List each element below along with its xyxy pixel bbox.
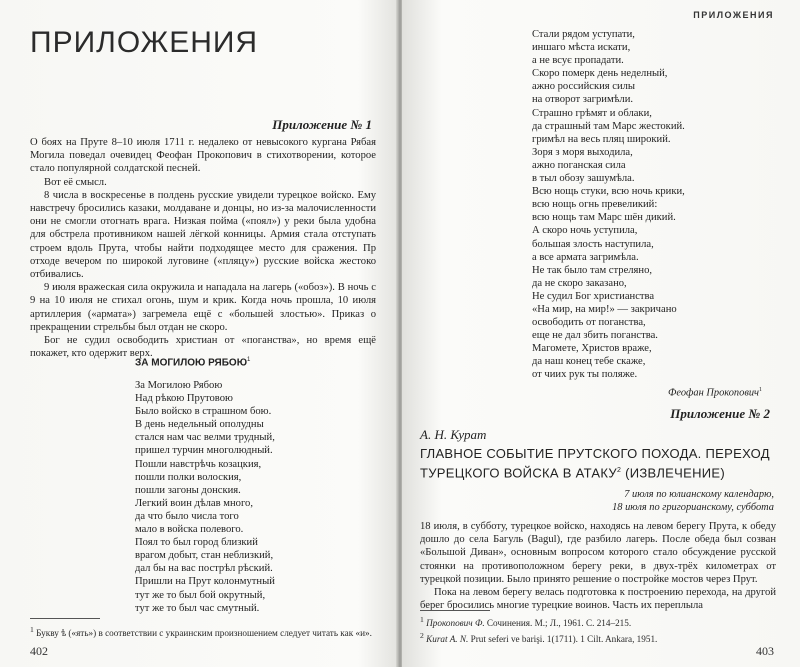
footnote-author: Прокопович Ф. [426, 618, 485, 629]
footnotes [420, 614, 776, 645]
running-head: ПРИЛОЖЕНИЯ [693, 10, 774, 20]
poem-line: гримѣл на весь пляц широкий. [532, 133, 671, 145]
poem-line: на отворот загримѣли. [532, 94, 634, 106]
article-title [420, 445, 790, 481]
poem-line: Всю нощь стуки, всю ночь крики, [532, 186, 685, 198]
paragraph: Пока на левом берегу велась подготовка к построению перехода, на другой берег бросились многие турецкие воинов. Часть их переплыла [420, 587, 776, 612]
poem-line: тут же то был бой окрутный, [135, 589, 266, 601]
paragraph: 9 июля вражеская сила окружила и нападала на лагерь («обоз»). В ночь с 9 на 10 июля не стихал огонь, шум и крик. Когда ночь прошла, 10 июля артиллерия («армата») загремела ещё с «большей злостью». Приказ о прекращении стрельбы был отдан не скоро. [30, 282, 376, 333]
poem-signature [668, 387, 762, 398]
poem-line: стался нам час велми трудный, [135, 432, 275, 444]
poem-line: Пришли на Прут колонмутный [135, 576, 275, 588]
poem-line: «На мир, на мир!» — закричано [532, 303, 677, 315]
footnote-rule [30, 618, 100, 619]
poem-line: а всe армата загримѣла. [532, 251, 639, 263]
poem-line: тут же то был час смутный. [135, 602, 260, 614]
poem-line: всю нощь огнь превеликий: [532, 199, 658, 211]
footnote-text: Сочинения. М.; Л., 1961. С. 214–215. [484, 618, 632, 629]
right-page [402, 0, 800, 667]
poem-line: Было войско в страшном бою. [135, 406, 272, 418]
appendix-1-label: Приложение № 1 [272, 117, 372, 132]
paragraph: Бог не судил освободить христиан от «поганства», но время ещё покажет, кто одержит верх. [30, 335, 376, 360]
poem-line: Легкий воин дѣлав много, [135, 497, 253, 509]
article-title-main: ТУРЕЦКОГО ВОЙСКА В АТАКУ [420, 465, 617, 481]
poem-line: Зоря з моря выходила, [532, 146, 633, 158]
section-title: ПРИЛОЖЕНИЯ [30, 26, 259, 59]
article-title-suffix: (ИЗВЛЕЧЕНИЕ) [621, 465, 726, 481]
poem-line: а не всує пропадати. [532, 55, 624, 67]
signature-text: Феофан Прокопович [668, 387, 759, 399]
footnote [420, 630, 776, 646]
poem-line: Магомете, Христов враже, [532, 343, 652, 355]
poem-line: Страшно грѣмят и облаки, [532, 107, 652, 119]
left-page [0, 0, 398, 667]
poem-line: врагом добыт, стан неблизкий, [135, 550, 274, 562]
page-number: 402 [30, 644, 48, 658]
poem-part-2 [532, 28, 685, 382]
poem-line: да страшный там Марс жестокий. [532, 120, 685, 132]
dateline [612, 488, 774, 514]
poem-line: от чиих рук ты поляже. [532, 369, 638, 381]
poem-line: Над рѣкою Прутовою [135, 393, 233, 405]
poem-line: За Могилою Рябою [135, 380, 223, 391]
footnote-ref: 1 [247, 357, 251, 363]
dateline-gregorian: 18 июля по григорианскому, суббота [612, 502, 774, 513]
poem-line: В день недельный ополудны [135, 419, 264, 431]
poem-line: всю нощь там Марс шён дикий. [532, 212, 676, 224]
footnote-ref: 2 [616, 467, 622, 474]
poem-line: еще не дал збить поганства. [532, 330, 658, 342]
footnote-rule [420, 610, 490, 611]
poem-line: да наш конец тебе скаже, [532, 356, 646, 368]
poem-line: Пошли навстрѣчь козацкия, [135, 458, 262, 470]
poem-line: мало в войска полевого. [135, 524, 244, 536]
footnote-ref: 1 [759, 387, 762, 393]
poem-line: Стали рядом уступати, [532, 29, 635, 40]
article-title-line-2 [420, 462, 790, 481]
poem-line: да что было числа того [135, 510, 239, 522]
appendix-2-label: Приложение № 2 [670, 406, 770, 421]
poem-line: Не так было там стреляно, [532, 264, 653, 276]
poem-line: большая злость наступила, [532, 238, 654, 250]
footnote-text: Prut seferi ve barişi. 1(1711). 1 Cilt. Ankara, 1951. [468, 633, 658, 644]
poem-line: Скоро померк день неделный, [532, 68, 668, 80]
footnote-number: 2 [420, 630, 424, 640]
footnote-number: 1 [420, 615, 424, 624]
poem-line: да не скоро заказано, [532, 277, 627, 289]
poem-line: ажно российския силы [532, 81, 636, 93]
article-author: А. Н. Курат [420, 427, 487, 442]
footnote [420, 614, 776, 630]
poem-line: Не судил Бог христианства [532, 290, 655, 302]
poem-line: Поял то был город близкий [135, 537, 258, 549]
footnote [30, 624, 376, 640]
paragraph: О боях на Пруте 8–10 июля 1711 г. недалеко от невысокого кургана Рябая Могила поведал очевидец Феофан Прокопович в стихотворении, которое стало популярной солдатской песней. [30, 137, 376, 175]
page-number: 403 [756, 644, 774, 658]
appendix-1-text [30, 136, 376, 360]
poem-line: освободить от поганства, [532, 317, 646, 329]
poem-line: иншаго мѣста искати, [532, 42, 631, 54]
poem-title [135, 357, 250, 368]
paragraph: 8 числа в воскресенье в полдень русские увидели турецкое войско. Ему навстречу бросились казаки, молдаване и донцы, но из-за малочисленности они не смогли отогнать врага. Низкая пойма («поял») у реки была удобна для обстрела противником нашей лёгкой конницы. Армия стала отступать строем вдоль Прута, чтобы найти подходящее место для сражения. Пр отходе вечером по широкой луговине («пляцу») русские войска жестоко отбивались. [30, 189, 376, 281]
poem-line: пришел турчин многолюдный. [135, 445, 273, 457]
footnote-number: 1 [30, 625, 34, 634]
poem-title-text: ЗА МОГИЛОЮ РЯБОЮ [135, 357, 248, 369]
paragraph: Вот её смысл. [44, 176, 107, 188]
dateline-julian: 7 июля по юлианскому календарю, [624, 489, 774, 500]
paragraph: 18 июля, в субботу, турецкое войско, находясь на левом берегу Прута, к обеду дошло до села Багуль (Bagul), где разбило лагерь. После обеда был созван «Большой Диван», основным вопросом которого стало обсуждение русской стоянки на противоположном берегу реки, в двух-трёх километрах от турецкой позиции. Было принято решение о постройке мостов через Прут. [420, 521, 776, 585]
poem-line: пошли загоны донския. [135, 484, 241, 496]
poem-part-1 [135, 379, 275, 615]
footnote-author: Kurat A. N. [426, 633, 469, 644]
appendix-2-text [420, 520, 776, 612]
poem-line: пошли полки волоския, [135, 471, 242, 483]
poem-line: дал бы на вас пострѣл рѣский. [135, 563, 273, 575]
article-title-line: ГЛАВНОЕ СОБЫТИЕ ПРУТСКОГО ПОХОДА. ПЕРЕХОД [420, 446, 770, 461]
poem-line: А скоро ночь уступила, [532, 225, 638, 237]
poem-line: ажно поганская сила [532, 159, 626, 171]
poem-line: в тыл обозу зашумѣла. [532, 173, 635, 185]
footnote-text: Букву ѣ («ять») в соответствии с украинским произношением следует читать как «и». [36, 628, 372, 639]
